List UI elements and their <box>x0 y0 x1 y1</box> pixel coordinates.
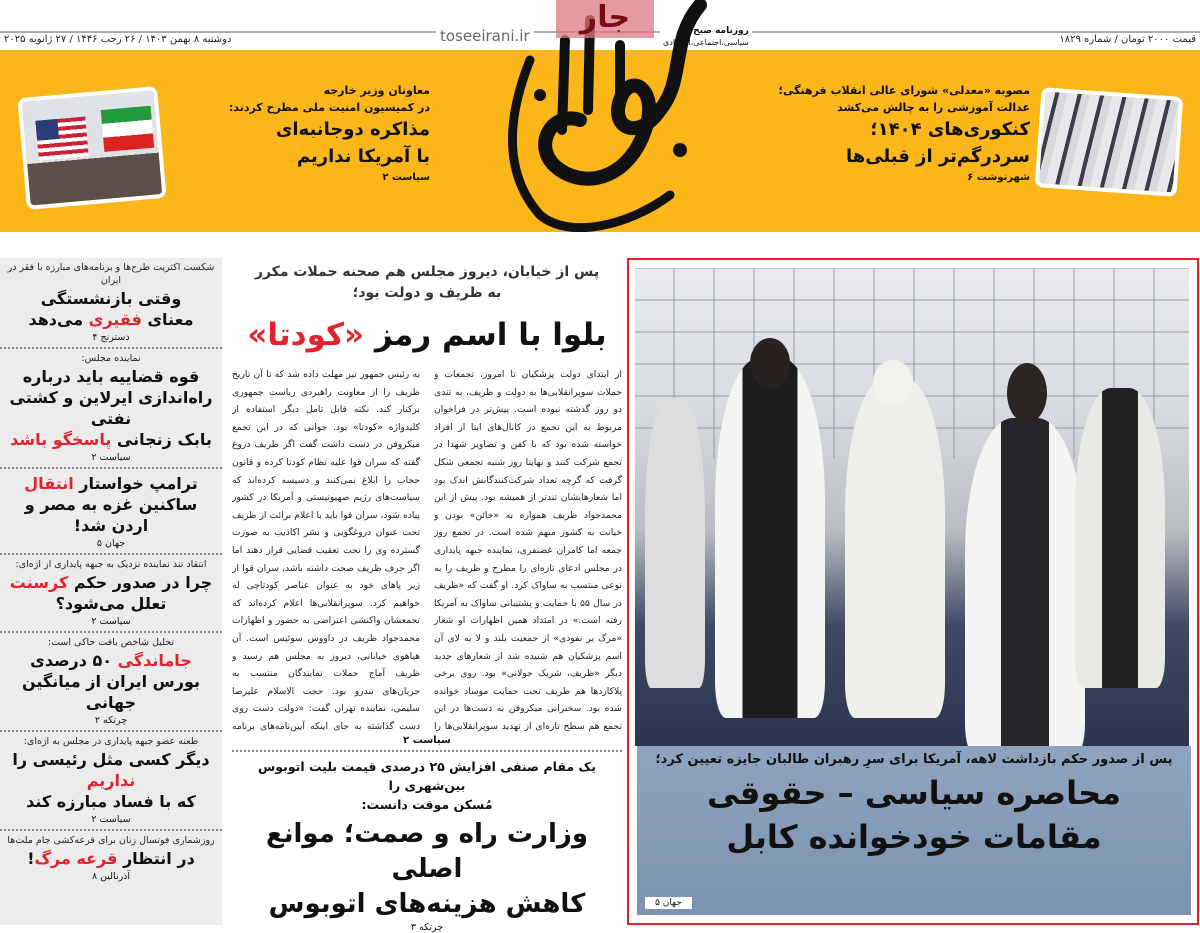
watermark-text: جار <box>579 0 631 35</box>
teaser-headline: سردرگم‌تر از قبلی‌ها <box>845 146 1030 167</box>
lead-column-1: از ابتدای دولت پزشکیان تا امروز، تجمعات و حملات سوپرانقلابی‌ها به دولت و ظریف، به تندی دو روز گذشته نبوده است. پیش‌تر در فراخوان مربوط به این تجمع در کانال‌های ایتا از افراد خواسته شده بود که با کفن و تصاویر شهدا در تجمع شرکت کنند و نهایتا روز شنبه تجمعی شکل گرفت که گرچه تعداد شرکت‌کنندگانش اندک بود اما شعارهایشان تندتر از همیشه بود. پیش از این محمدجواد ظریف همواره به «خائن» بودن و خیانت به کشور متهم شده است. در تجمع روز جمعه اما کامران غضنفری، نماینده جبهه پایداری در مجلس ادعای تازه‌ای را مطرح و ظریف را به نوعی منتسب به ساواک کرد. او گفت که «ظریف در سال ۵۵ با حمایت و پشتیبانی ساواک به آمریکا رفته است.» در امتداد همین اظهارات او شعار «مرگ بر نفوذی» از جمعیت بلند و لا به لای آن اسم پزشکیان هم شنیده شد از شعارهای جدید دیگر «ظریف، شریک جولانی» بود. روی برخی پلاکاردها هم ظریف تحت حمایت موساد خوانده شده بود. سخنرانی میکروفن به دست‌ها در این تجمع هم سطح تازه‌ای از تهدید سوپرانقلابی‌ها را <box>434 369 622 732</box>
sidebar-story[interactable] <box>0 258 222 349</box>
page-ref: آذرنالین ۸ <box>91 871 131 882</box>
headline-text: معنای <box>141 310 194 329</box>
headline-highlight: نداریم <box>86 771 136 790</box>
headline-text: بابک زنجانی <box>111 430 212 449</box>
sidebar-headline <box>5 848 217 869</box>
teaser-headline: کنکوری‌های ۱۴۰۴؛ <box>870 119 1030 140</box>
headline-line <box>5 429 217 450</box>
figure-head <box>873 360 913 405</box>
headline-highlight: قرعه مرگ <box>34 849 118 868</box>
headline-highlight: جاماندگی <box>117 651 192 670</box>
paper-type-label: روزنامه صبح <box>693 26 749 36</box>
headline-line <box>5 848 217 869</box>
sidebar-story[interactable] <box>0 831 222 886</box>
sidebar-headline <box>5 473 217 536</box>
headline-line: تعلل می‌شود؟ <box>55 594 167 613</box>
feature-headline: مقامات خودخوانده کابل <box>726 818 1102 856</box>
feature-story[interactable] <box>627 258 1199 925</box>
figure-head <box>1007 363 1047 423</box>
sidebar-story[interactable] <box>0 732 222 831</box>
page-ref: دسترنج ۴ <box>92 332 130 343</box>
second-kicker: یک مقام صنفی افزایش ۲۵ درصدی قیمت بلیت اتوبوس بین‌شهری را <box>258 759 596 793</box>
page-ref: سیاست ۲ <box>403 735 451 746</box>
teaser-kicker: معاونان وزیر خارجه <box>323 84 430 97</box>
sidebar-headline <box>5 288 217 330</box>
sidebar-story[interactable] <box>0 555 222 633</box>
page-ref: چرتکه ۲ <box>94 715 128 726</box>
lead-headline <box>232 312 622 358</box>
issue-date: دوشنبه ۸ بهمن ۱۴۰۳ / ۲۶ رجب ۱۴۴۶ / ۲۷ ژانویه ۲۰۲۵ <box>4 34 232 45</box>
teaser-left[interactable] <box>168 82 430 183</box>
page-ref: سیاست ۲ <box>91 814 131 825</box>
exam-hall-photo[interactable] <box>1035 87 1184 197</box>
headline-text: ۵۰ درصدی <box>30 651 118 670</box>
sidebar-kicker: نماینده مجلس: <box>81 353 141 364</box>
headline-line: ساکنین غزه به مصر و اردن شد! <box>24 495 198 535</box>
headline-line <box>5 650 217 671</box>
second-kicker: مُسکن موقت دانست: <box>361 797 493 812</box>
sidebar-story[interactable] <box>0 469 222 555</box>
figure <box>965 418 1085 746</box>
headline-highlight: کرسنت <box>9 573 69 592</box>
page-ref: چرتکه ۳ <box>410 922 444 933</box>
figure-head <box>750 338 790 388</box>
second-headline: کاهش هزینه‌های اتوبوس <box>268 889 586 919</box>
teaser-kicker: عدالت آموزشی را به چالش می‌کشد <box>837 101 1030 114</box>
headline-text: دیگر کسی مثل رئیسی را <box>12 750 210 769</box>
headline-line: که با فساد مبارزه کند <box>26 792 196 811</box>
taliban-leaders-photo[interactable] <box>635 268 1189 746</box>
lead-column-2: به رئیس جمهور نیز مهلت داده شد که تا آن تاریخ ظریف را از معاونت راهبردی ریاست جمهوری برکنار کند. نکته قابل تامل دیگر استفاده از کلیدواژه «کودتا» بود. جوانی که در این تجمع میکروفن در دست داشت گفت اگر ظریف دروغ گفته که سران قوا علیه نظام کودتا کرده و قانون حجاب را ابلاغ نمی‌کنند و دسیسه کرده‌اند که سیاست‌های رژیم صهیونیستی و آمریکا در کشور پیاده شود، سران قوا باید با اعلام برائت از ظریف تحت عنوان دروغگویی و نشر اکاذیب به صورت گسترده وی را تحت تعقیب قضایی قرار دهند اما اگر حرف ظریف صحت داشته باشد، سران قوا از زیر پاهای خود به عنوان عناصر کودتاچی له خواهیم کرد. سوپرانقلابی‌ها اعلام کرده‌اند که تجمعشان واکنشی اعتراضی به حضور و اظهارات محمدجواد ظریف در داووس سوئیس است. آن هیاهوی خیابانی، دیروز به مجلس هم رسید و ظریف آماج حملات نمایندگان منتسب به جریان‌های تندرو بود. حجت الاسلام علیرضا سلیمی، نماینده تهران گفت: «دولت دست روی دست گذاشته به جای اینکه آیین‌نامه‌های برنامه <box>232 369 420 732</box>
sidebar-headline <box>5 366 217 450</box>
figure <box>1075 388 1165 688</box>
headline-line <box>5 572 217 593</box>
price-issue: قیمت ۲۰۰۰ تومان / شماره ۱۸۲۹ <box>1059 34 1196 45</box>
page-ref: سیاست ۲ <box>91 616 131 627</box>
us-flag-icon <box>35 116 88 160</box>
sidebar-kicker: تحلیل شاخص بافت حاکی است: <box>47 637 175 648</box>
watermark-logo <box>556 0 654 38</box>
headline-highlight: پاسخگو باشد <box>10 430 112 449</box>
figure <box>645 398 705 688</box>
sidebar-headline <box>5 650 217 713</box>
headline-highlight: فقیری <box>88 310 142 329</box>
headline-line: بورس ایران از میانگین جهانی <box>21 672 200 712</box>
lead-headline-red: «کودتا» <box>247 317 365 353</box>
lead-kicker: به ظریف و دولت بود؛ <box>352 285 502 301</box>
website[interactable]: toseeirani.ir <box>436 27 534 45</box>
teaser-headline: با آمریکا نداریم <box>296 146 430 167</box>
page-ref: سیاست ۲ <box>382 172 430 183</box>
feature-caption <box>637 746 1191 915</box>
second-headline: وزارت راه و صمت؛ موانع اصلی <box>265 819 589 884</box>
headline-line: راه‌اندازی ایرلاین و کشتی نفتی <box>9 388 213 428</box>
figure <box>715 358 825 718</box>
headline-text: می‌دهد <box>28 310 89 329</box>
page-ref: جهان ۵ <box>645 897 692 909</box>
second-story[interactable] <box>232 757 622 933</box>
headline-text: ! <box>27 849 35 868</box>
sidebar-kicker: روزشماری فوتسال زنان برای قرعه‌کشی جام ملت‌ها <box>7 835 215 846</box>
feature-headline: محاصره سیاسی – حقوقی <box>707 774 1121 812</box>
lead-columns <box>232 366 622 732</box>
sidebar-kicker: انتقاد تند نماینده نزدیک به جبهه پایداری از اژه‌ای: <box>15 559 207 570</box>
lead-kicker: پس از خیابان، دیروز مجلس هم صحنه حملات مکرر <box>254 264 600 280</box>
figure <box>845 378 945 718</box>
sidebar-kicker: طعنه عضو جبهه پایداری در مجلس به اژه‌ای: <box>23 736 199 747</box>
sidebar-story[interactable] <box>0 633 222 732</box>
headline-line <box>5 749 217 791</box>
sidebar-kicker: شکست اکثریت طرح‌ها و برنامه‌های مبارزه با فقر در ایران <box>7 262 215 286</box>
paper-subtitle: سیاسی،اجتماعی،اقتصادی <box>663 38 749 47</box>
sidebar-headline <box>5 572 217 614</box>
sidebar-news <box>0 258 222 925</box>
teaser-headline: مذاکره دوجانبه‌ای <box>275 119 430 140</box>
sidebar-story[interactable] <box>0 349 222 469</box>
divider <box>232 750 622 752</box>
lead-story[interactable] <box>232 258 622 933</box>
lead-headline-text: بلوا با اسم رمز <box>364 317 607 353</box>
headline-text: ترامپ خواستار <box>73 474 198 493</box>
teaser-kicker: مصوبه «معدلی» شورای عالی انقلاب فرهنگی؛ <box>778 84 1030 97</box>
feature-kicker: پس از صدور حکم بازداشت لاهه، آمریکا برای سرِ رهبران طالبان جایزه تعیین کرد؛ <box>655 752 1173 767</box>
headline-highlight: انتقال <box>24 474 74 493</box>
sidebar-headline <box>5 749 217 812</box>
headline-line <box>5 473 217 494</box>
teaser-right[interactable] <box>748 82 1030 183</box>
headline-line: وقتی بازنشستگی <box>40 289 182 308</box>
headline-text: چرا در صدور حکم <box>68 573 213 592</box>
page-ref: جهان ۵ <box>96 538 126 549</box>
page-ref: سیاست ۲ <box>91 452 131 463</box>
headline-line: قوه قضاییه باید درباره <box>22 367 200 386</box>
teaser-kicker: در کمیسیون امنیت ملی مطرح کردند: <box>228 101 430 114</box>
headline-text: در انتظار <box>117 849 195 868</box>
headline-line <box>5 309 217 330</box>
page-ref: شهرنوشت ۶ <box>967 172 1030 183</box>
iran-flag-icon <box>101 106 154 152</box>
flags-photo[interactable] <box>17 86 166 210</box>
